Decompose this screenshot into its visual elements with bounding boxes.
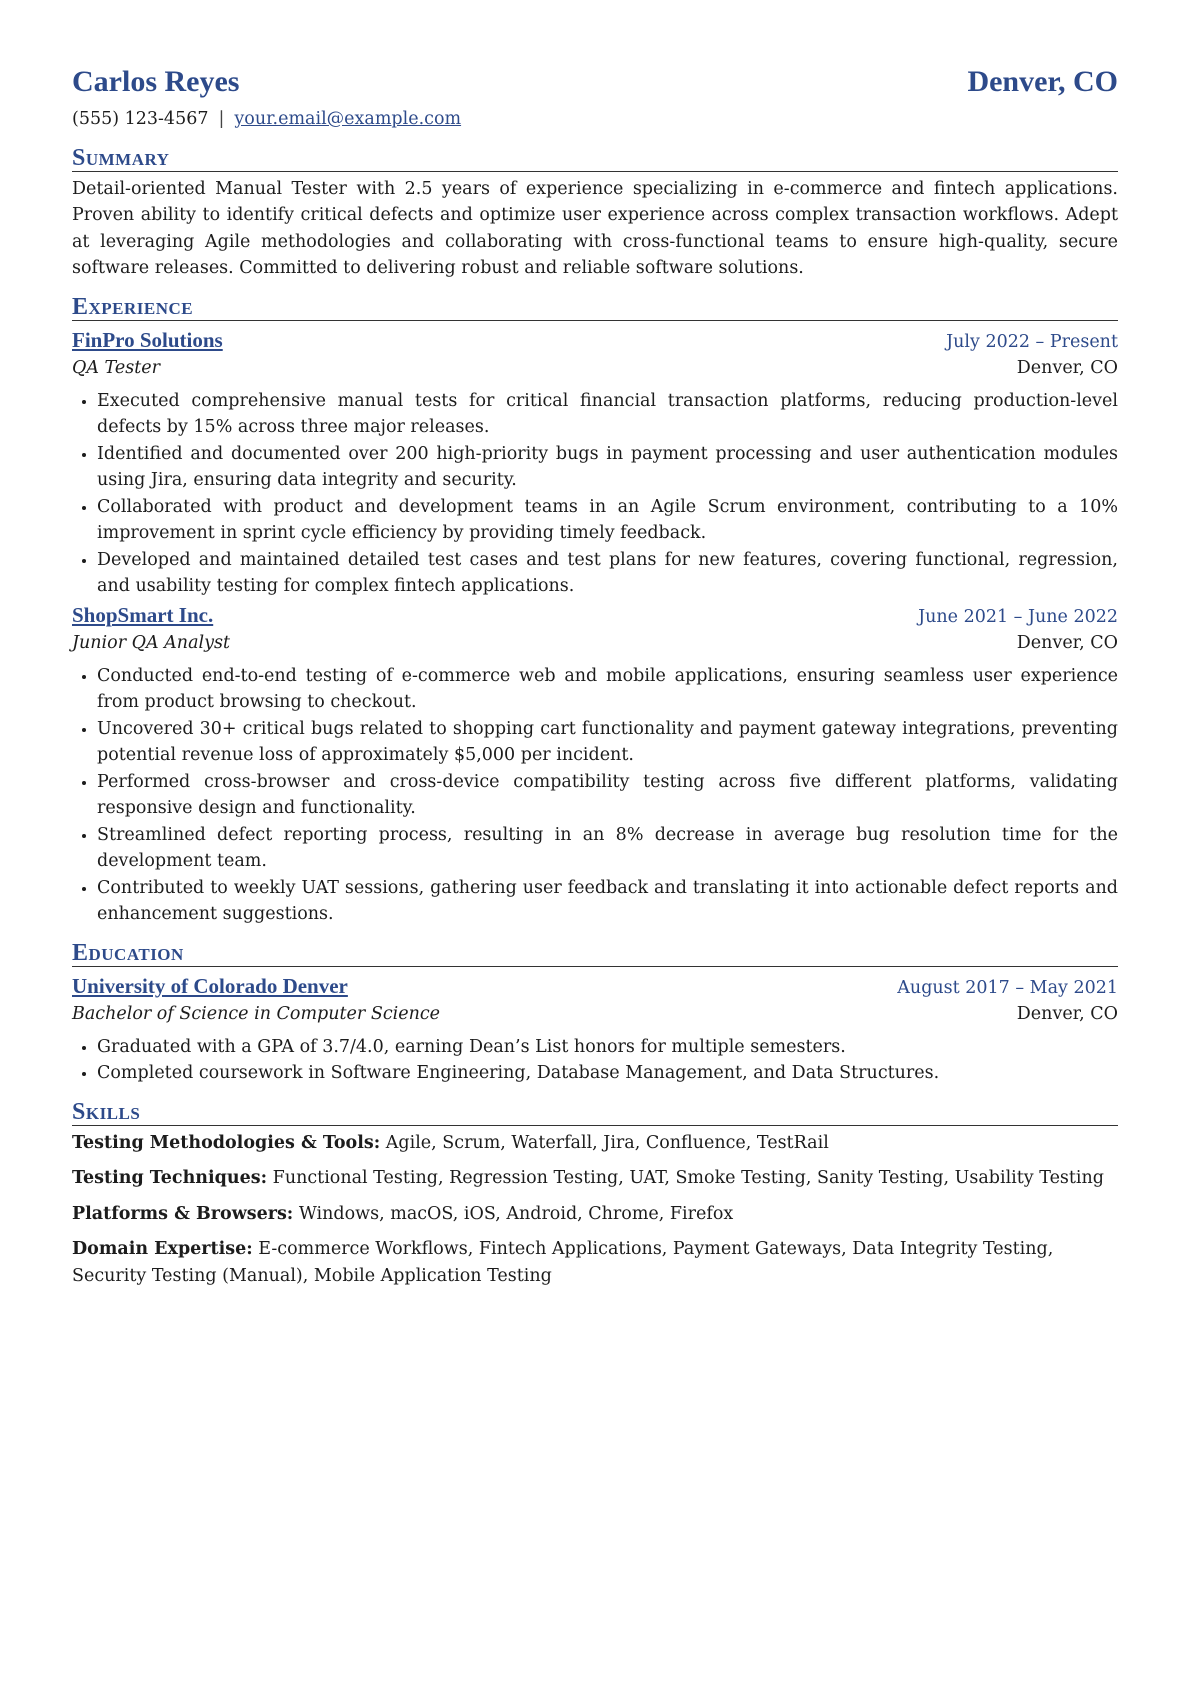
job-location: Denver, CO (1016, 633, 1118, 653)
experience-heading: Experience (72, 294, 1118, 321)
bullet-item: • Conducted end-to-end testing of e-commerce web and mobile applications, ensuring seamless user experience from product browsing to checkout. (97, 663, 1118, 716)
school-name-link[interactable]: University of Colorado Denver (72, 973, 348, 998)
job-bullets (72, 663, 1118, 928)
education-bullets (72, 1034, 1118, 1087)
skills-heading: Skills (72, 1099, 1118, 1126)
job-title: Junior QA Analyst (72, 633, 231, 653)
skill-values: Agile, Scrum, Waterfall, Jira, Confluence, TestRail (385, 1132, 829, 1153)
bullet-item: • Developed and maintained detailed test cases and test plans for new features, covering functional, regression, and usability testing for complex fintech applications. (97, 547, 1118, 600)
skill-values: Windows, macOS, iOS, Android, Chrome, Firefox (298, 1203, 734, 1224)
bullet-item: • Identified and documented over 200 high-priority bugs in payment processing and user authentication modules using Jira, ensuring data integrity and security. (97, 441, 1118, 494)
bullet-item: • Streamlined defect reporting process, resulting in an 8% decrease in average bug resolution time for the development team. (97, 822, 1118, 875)
email-link[interactable]: your.email@example.com (234, 109, 462, 129)
phone-number: (555) 123-4567 (72, 109, 209, 129)
job-location: Denver, CO (1016, 358, 1118, 378)
skill-category: Testing Methodologies & Tools: (72, 1132, 381, 1153)
entry-header (72, 600, 1118, 631)
skill-line (72, 1201, 1118, 1228)
job-dates: July 2022 – Present (946, 331, 1118, 352)
skill-values: Functional Testing, Regression Testing, UAT, Smoke Testing, Sanity Testing, Usability Testing (272, 1168, 1105, 1188)
entry-subheader (72, 1001, 1118, 1028)
candidate-name: Carlos Reyes (72, 65, 240, 98)
summary-heading: Summary (72, 145, 1118, 172)
degree-title: Bachelor of Science in Computer Science (72, 1004, 441, 1024)
entry-subheader (72, 355, 1118, 382)
resume-header (72, 62, 1118, 102)
job-bullets (72, 388, 1118, 600)
bullet-item: • Completed coursework in Software Engineering, Database Management, and Data Structures. (97, 1060, 1118, 1087)
experience-entry (72, 600, 1118, 928)
bullet-item: • Executed comprehensive manual tests for critical financial transaction platforms, reducing production-level defects by 15% across three major releases. (97, 388, 1118, 441)
job-dates: June 2021 – June 2022 (918, 606, 1118, 627)
entry-header (72, 971, 1118, 1002)
skill-line (72, 1130, 1118, 1157)
education-dates: August 2017 – May 2021 (897, 977, 1118, 998)
company-name-link[interactable]: FinPro Solutions (72, 327, 223, 352)
bullet-item: • Contributed to weekly UAT sessions, gathering user feedback and translating it into actionable defect reports and enhancement suggestions. (97, 875, 1118, 928)
skill-category: Testing Techniques: (72, 1168, 268, 1188)
job-title: QA Tester (72, 358, 160, 378)
education-heading: Education (72, 940, 1118, 967)
candidate-location: Denver, CO (967, 65, 1118, 98)
skill-category: Domain Expertise: (72, 1239, 253, 1259)
contact-info (72, 106, 1118, 133)
entry-subheader (72, 630, 1118, 657)
bullet-item: • Uncovered 30+ critical bugs related to shopping cart functionality and payment gateway integrations, preventing potential revenue loss of approximately $5,000 per incident. (97, 716, 1118, 769)
skill-line (72, 1236, 1118, 1289)
skills-list (72, 1130, 1118, 1290)
company-name-link[interactable]: ShopSmart Inc. (72, 602, 214, 627)
skill-line (72, 1165, 1118, 1192)
education-entry (72, 971, 1118, 1087)
skill-values: E-commerce Workflows, Fintech Applications, Payment Gateways, Data Integrity Testing, Security Testing (Manual), Mobile Application Testing (72, 1239, 1054, 1286)
bullet-item: • Performed cross-browser and cross-device compatibility testing across five different platforms, validating responsive design and functionality. (97, 769, 1118, 822)
bullet-item: • Collaborated with product and development teams in an Agile Scrum environment, contributing to a 10% improvement in sprint cycle efficiency by providing timely feedback. (97, 494, 1118, 547)
summary-text: Detail-oriented Manual Tester with 2.5 years of experience specializing in e-commerce and fintech applications. Proven ability to identify critical defects and optimize user experience across complex transaction workflows. Adept at leveraging Agile methodologies and collaborating with cross-functional teams to ensure high-quality, secure software releases. Committed to delivering robust and reliable software solutions. (72, 178, 1118, 278)
entry-header (72, 325, 1118, 356)
contact-separator: | (218, 109, 225, 129)
skill-category: Platforms & Browsers: (72, 1203, 294, 1224)
experience-entry (72, 325, 1118, 600)
bullet-item: • Graduated with a GPA of 3.7/4.0, earning Dean’s List honors for multiple semesters. (97, 1034, 1118, 1061)
school-location: Denver, CO (1016, 1004, 1118, 1024)
